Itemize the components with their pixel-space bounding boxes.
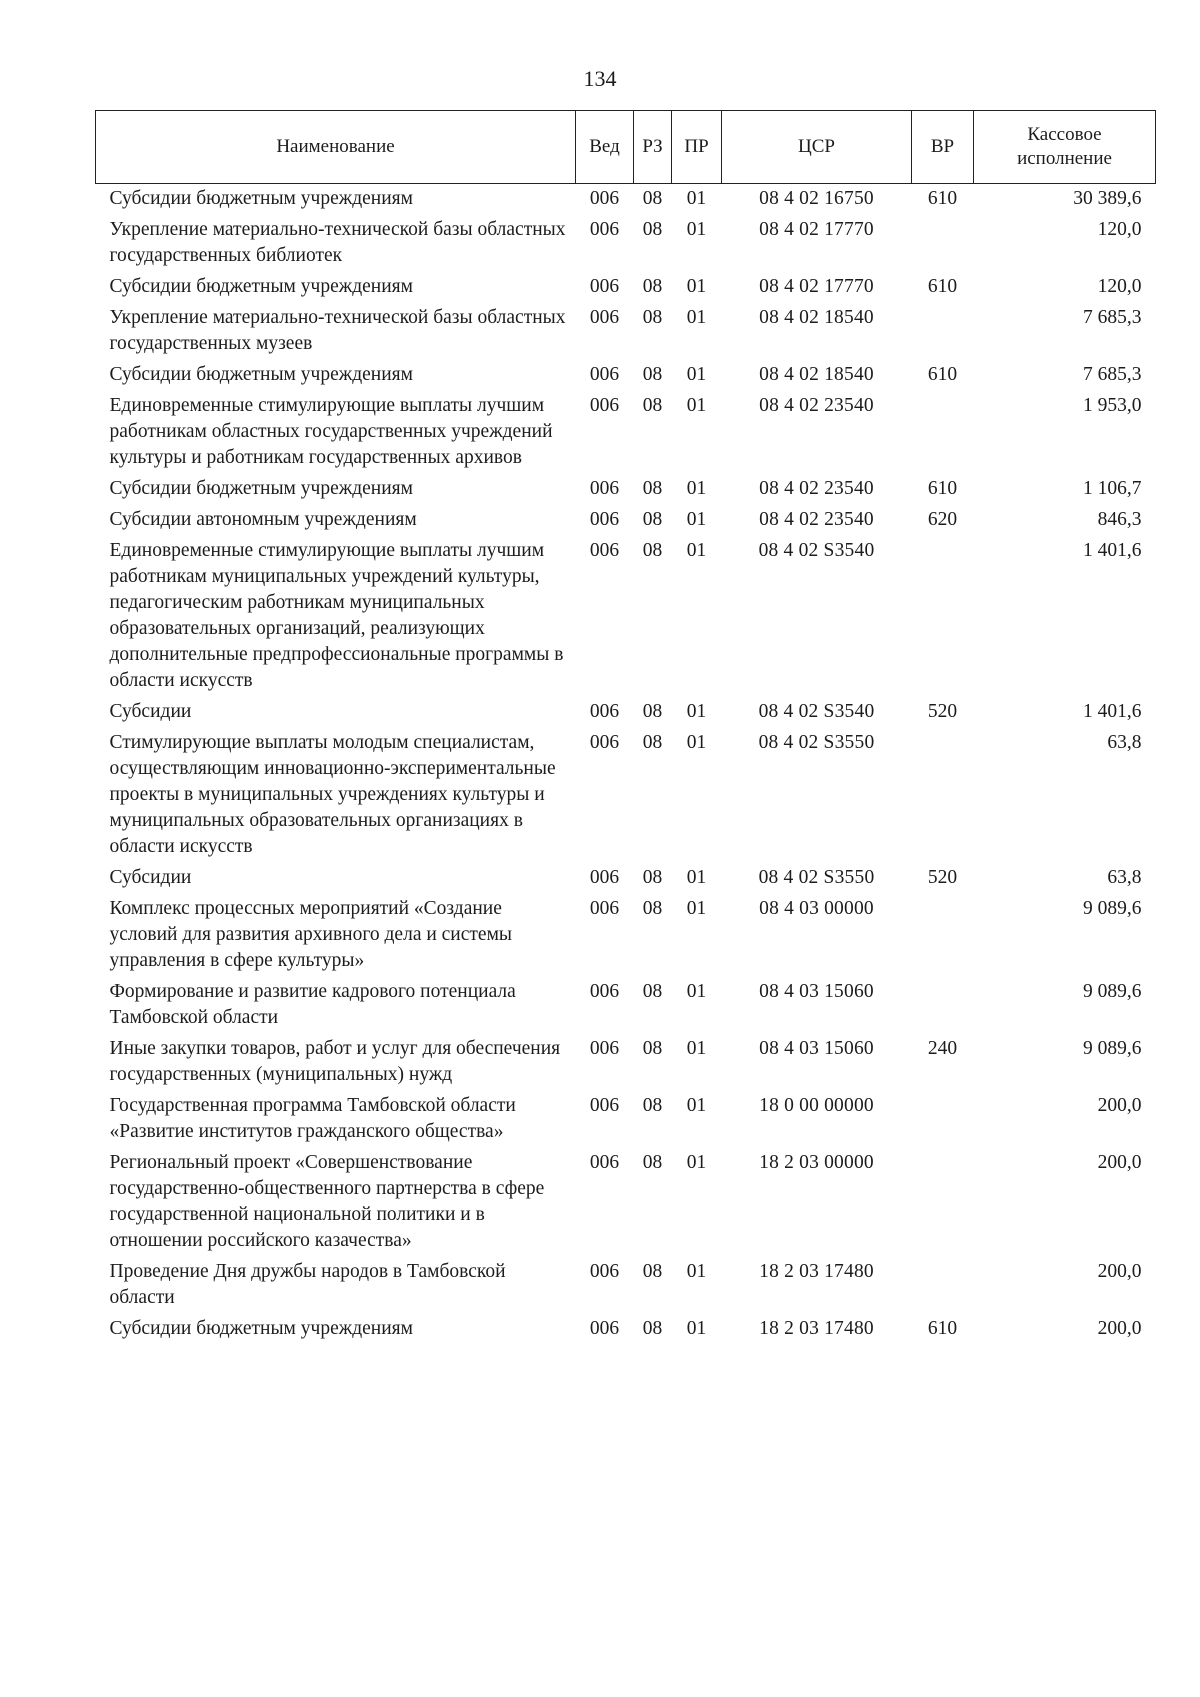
row-vr [912, 391, 974, 474]
row-name: Единовременные стимулирующие выплаты лучшим работникам муниципальных учреждений культуры, педагогическим работникам муниципальных образовательных организаций, реализующих дополнительные предпрофессиональные программы в области искусств [109, 540, 564, 691]
row-name: Государственная программа Тамбовской области «Развитие институтов гражданского общества» [109, 1095, 516, 1142]
row-pr: 01 [686, 1095, 707, 1116]
row-pr: 01 [686, 1261, 707, 1282]
table-row [96, 474, 1156, 505]
row-vr [912, 1091, 974, 1148]
row-rz: 08 [642, 307, 663, 328]
row-vr [912, 1148, 974, 1257]
row-csr: 08 4 03 15060 [759, 1038, 874, 1059]
row-pr: 01 [686, 395, 707, 416]
table-row [96, 391, 1156, 474]
row-ved: 006 [589, 1038, 620, 1059]
row-pr: 01 [686, 540, 707, 561]
row-name: Субсидии бюджетным учреждениям [109, 1318, 413, 1339]
table-row [96, 303, 1156, 360]
row-rz: 08 [642, 1038, 663, 1059]
row-csr: 08 4 03 15060 [759, 981, 874, 1002]
row-pr: 01 [686, 701, 707, 722]
row-amount: 846,3 [1097, 509, 1142, 530]
row-rz: 08 [642, 1152, 663, 1173]
row-vr [912, 894, 974, 977]
row-vr [912, 303, 974, 360]
row-pr: 01 [686, 509, 707, 530]
row-vr [912, 536, 974, 697]
table-row [96, 1034, 1156, 1091]
header-name: Наименование [96, 111, 576, 184]
row-csr: 18 2 03 17480 [759, 1261, 874, 1282]
row-amount: 63,8 [1107, 867, 1142, 888]
row-ved: 006 [589, 276, 620, 297]
row-name: Субсидии бюджетным учреждениям [109, 276, 413, 297]
row-ved: 006 [589, 1261, 620, 1282]
row-rz: 08 [642, 898, 663, 919]
table-row [96, 272, 1156, 303]
row-name: Иные закупки товаров, работ и услуг для обеспечения государственных (муниципальных) нужд [109, 1038, 561, 1085]
row-name: Проведение Дня дружбы народов в Тамбовской области [109, 1261, 506, 1308]
row-pr: 01 [686, 1038, 707, 1059]
row-name: Формирование и развитие кадрового потенциала Тамбовской области [109, 981, 516, 1028]
row-vr: 240 [927, 1038, 958, 1059]
row-amount: 63,8 [1107, 732, 1142, 753]
row-name: Единовременные стимулирующие выплаты лучшим работникам областных государственных учреждений культуры и работникам государственных архивов [109, 395, 553, 468]
table-row [96, 1314, 1156, 1345]
table-row [96, 505, 1156, 536]
row-csr: 08 4 02 S3540 [758, 701, 875, 722]
row-amount: 200,0 [1097, 1095, 1142, 1116]
row-ved: 006 [589, 867, 620, 888]
row-rz: 08 [642, 188, 663, 209]
row-pr: 01 [686, 898, 707, 919]
header-rz: РЗ [634, 111, 672, 184]
table-row [96, 728, 1156, 863]
header-amount: Кассовое исполнение [974, 111, 1156, 184]
row-pr: 01 [686, 478, 707, 499]
row-vr [912, 977, 974, 1034]
table-row [96, 360, 1156, 391]
table-row [96, 536, 1156, 697]
row-rz: 08 [642, 395, 663, 416]
row-rz: 08 [642, 478, 663, 499]
row-pr: 01 [686, 1318, 707, 1339]
row-name: Субсидии бюджетным учреждениям [109, 364, 413, 385]
row-csr: 08 4 02 17770 [759, 219, 874, 240]
row-pr: 01 [686, 732, 707, 753]
header-pr: ПР [672, 111, 722, 184]
row-csr: 08 4 02 16750 [759, 188, 874, 209]
budget-table [95, 110, 1156, 1345]
row-amount: 1 401,6 [1083, 701, 1142, 722]
row-csr: 08 4 02 18540 [759, 364, 874, 385]
row-rz: 08 [642, 219, 663, 240]
row-csr: 08 4 03 00000 [759, 898, 874, 919]
row-amount: 1 106,7 [1083, 478, 1142, 499]
row-amount: 200,0 [1097, 1318, 1142, 1339]
row-ved: 006 [589, 307, 620, 328]
row-ved: 006 [589, 1152, 620, 1173]
row-amount: 7 685,3 [1083, 364, 1142, 385]
table-row [96, 894, 1156, 977]
row-amount: 120,0 [1097, 276, 1142, 297]
row-amount: 200,0 [1097, 1152, 1142, 1173]
table-row [96, 697, 1156, 728]
row-pr: 01 [686, 1152, 707, 1173]
row-amount: 7 685,3 [1083, 307, 1142, 328]
row-vr: 610 [927, 276, 958, 297]
row-name: Субсидии [109, 701, 192, 722]
row-vr: 610 [927, 188, 958, 209]
row-amount: 9 089,6 [1083, 981, 1142, 1002]
header-vr: ВР [912, 111, 974, 184]
row-csr: 08 4 02 S3550 [758, 732, 875, 753]
row-ved: 006 [589, 395, 620, 416]
row-csr: 08 4 02 23540 [759, 509, 874, 530]
row-amount: 30 389,6 [1073, 188, 1142, 209]
row-name: Укрепление материально-технической базы областных государственных библиотек [109, 219, 566, 266]
row-ved: 006 [589, 364, 620, 385]
row-pr: 01 [686, 307, 707, 328]
row-rz: 08 [642, 981, 663, 1002]
row-vr: 610 [927, 364, 958, 385]
row-vr: 520 [927, 867, 958, 888]
row-ved: 006 [589, 981, 620, 1002]
row-rz: 08 [642, 732, 663, 753]
row-ved: 006 [589, 219, 620, 240]
row-amount: 9 089,6 [1083, 1038, 1142, 1059]
row-amount: 9 089,6 [1083, 898, 1142, 919]
table-header [96, 111, 1156, 184]
row-vr: 610 [927, 478, 958, 499]
table-row [96, 1257, 1156, 1314]
row-amount: 1 953,0 [1083, 395, 1142, 416]
row-ved: 006 [589, 701, 620, 722]
row-name: Субсидии бюджетным учреждениям [109, 188, 413, 209]
table-row [96, 1091, 1156, 1148]
row-ved: 006 [589, 1095, 620, 1116]
row-ved: 006 [589, 478, 620, 499]
row-rz: 08 [642, 1318, 663, 1339]
row-rz: 08 [642, 701, 663, 722]
row-csr: 18 0 00 00000 [759, 1095, 874, 1116]
row-rz: 08 [642, 509, 663, 530]
row-amount: 120,0 [1097, 219, 1142, 240]
row-amount: 1 401,6 [1083, 540, 1142, 561]
row-csr: 18 2 03 00000 [759, 1152, 874, 1173]
table-row [96, 1148, 1156, 1257]
row-pr: 01 [686, 219, 707, 240]
row-csr: 08 4 02 23540 [759, 478, 874, 499]
table-row [96, 863, 1156, 894]
row-pr: 01 [686, 364, 707, 385]
row-csr: 18 2 03 17480 [759, 1318, 874, 1339]
row-ved: 006 [589, 540, 620, 561]
page-number: 134 [583, 66, 617, 91]
row-name: Стимулирующие выплаты молодым специалистам, осуществляющим инновационно-экспериментальные проекты в муниципальных учреждениях культуры и муниципальных образовательных организациях в области искусств [109, 732, 556, 857]
row-vr: 610 [927, 1318, 958, 1339]
row-ved: 006 [589, 898, 620, 919]
row-name: Субсидии бюджетным учреждениям [109, 478, 413, 499]
row-csr: 08 4 02 17770 [759, 276, 874, 297]
row-name: Комплекс процессных мероприятий «Создание условий для развития архивного дела и системы управления в сфере культуры» [109, 898, 513, 971]
row-rz: 08 [642, 1261, 663, 1282]
row-rz: 08 [642, 540, 663, 561]
row-ved: 006 [589, 1318, 620, 1339]
row-amount: 200,0 [1097, 1261, 1142, 1282]
row-rz: 08 [642, 1095, 663, 1116]
row-vr: 520 [927, 701, 958, 722]
row-vr [912, 1257, 974, 1314]
row-pr: 01 [686, 188, 707, 209]
row-pr: 01 [686, 867, 707, 888]
row-name: Региональный проект «Совершенствование государственно-общественного партнерства в сфере государственной национальной политики и в отношении российского казачества» [109, 1152, 545, 1251]
row-rz: 08 [642, 867, 663, 888]
row-ved: 006 [589, 509, 620, 530]
row-rz: 08 [642, 364, 663, 385]
row-pr: 01 [686, 981, 707, 1002]
row-vr [912, 215, 974, 272]
table-row [96, 184, 1156, 216]
row-vr [912, 728, 974, 863]
row-name: Субсидии автономным учреждениям [109, 509, 417, 530]
row-csr: 08 4 02 S3540 [758, 540, 875, 561]
row-rz: 08 [642, 276, 663, 297]
header-csr: ЦСР [722, 111, 912, 184]
table-row [96, 977, 1156, 1034]
header-ved: Вед [576, 111, 634, 184]
table-body [96, 184, 1156, 1346]
row-pr: 01 [686, 276, 707, 297]
table-row [96, 215, 1156, 272]
row-ved: 006 [589, 732, 620, 753]
row-name: Укрепление материально-технической базы областных государственных музеев [109, 307, 566, 354]
row-csr: 08 4 02 23540 [759, 395, 874, 416]
row-csr: 08 4 02 S3550 [758, 867, 875, 888]
row-name: Субсидии [109, 867, 192, 888]
row-csr: 08 4 02 18540 [759, 307, 874, 328]
row-vr: 620 [927, 509, 958, 530]
row-ved: 006 [589, 188, 620, 209]
